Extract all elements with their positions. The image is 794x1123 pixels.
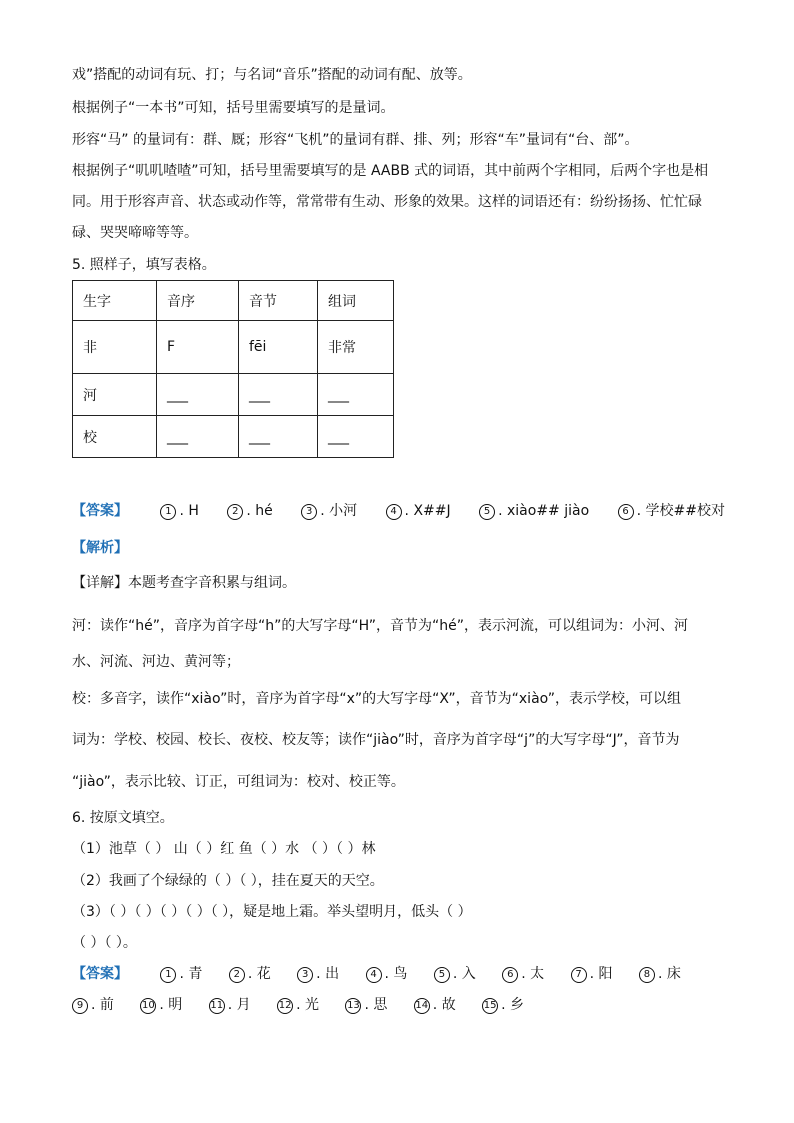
circled-number: 5: [434, 967, 450, 983]
table-cell: ___: [239, 374, 318, 416]
q5-table: [72, 280, 394, 458]
answer-text: . hé: [246, 503, 273, 519]
answer-item: [434, 964, 476, 984]
circled-number: 3: [301, 504, 317, 520]
text-line: 戏”搭配的动词有玩、打；与名词“音乐”搭配的动词有配、放等。: [72, 67, 472, 83]
circled-number: 6: [502, 967, 518, 983]
table-cell: fēi: [239, 321, 318, 374]
circled-number: 2: [227, 504, 243, 520]
answer-text: . 学校##校对: [636, 503, 725, 519]
answer-text: . 乡: [501, 997, 525, 1013]
table-cell: ___: [318, 374, 394, 416]
answer-item: [160, 501, 198, 521]
table-header: 音序: [157, 281, 239, 321]
answer-text: . H: [179, 503, 199, 519]
circled-number: 1: [160, 504, 176, 520]
circled-number: 1: [160, 967, 176, 983]
table-cell: ___: [157, 374, 239, 416]
table-cell: ___: [239, 416, 318, 458]
fill-line: （ ）（ ）。: [72, 935, 137, 951]
table-cell: ___: [157, 416, 239, 458]
table-header: 生字: [73, 281, 157, 321]
q6-answer-row: [72, 964, 681, 984]
answer-item: [229, 964, 271, 984]
answer-item: [639, 964, 681, 984]
circled-number: 9: [72, 998, 88, 1014]
answer-text: . 明: [159, 997, 183, 1013]
answer-text: . 鸟: [384, 966, 408, 982]
answer-item: [571, 964, 613, 984]
table-header: 组词: [318, 281, 394, 321]
answer-text: . xiào## jiào: [498, 503, 590, 519]
answer-item: [301, 501, 357, 521]
answer-text: . 故: [432, 997, 456, 1013]
answer-item: [297, 964, 339, 984]
circled-number: 5: [479, 504, 495, 520]
table-cell: 校: [73, 416, 157, 458]
answer-item: [345, 995, 387, 1015]
answer-item: [482, 995, 524, 1015]
answer-label: 【答案】: [72, 503, 128, 519]
explanation-line: “jiào”，表示比较、订正，可组词为：校对、校正等。: [72, 774, 405, 790]
table-row: [73, 416, 394, 458]
table-cell: 河: [73, 374, 157, 416]
circled-number: 15: [482, 998, 498, 1014]
q5-answer-row: [72, 501, 749, 521]
answer-item: [479, 501, 589, 521]
circled-number: 11: [209, 998, 225, 1014]
answer-text: . 小河: [320, 503, 358, 519]
fill-line: （1）池草（ ） 山（ ）红 鱼（ ）水 （ ）（ ）林: [72, 841, 376, 857]
answer-item: [502, 964, 544, 984]
circled-number: 3: [297, 967, 313, 983]
text-line: 根据例子“叽叽喳喳”可知，括号里需要填写的是 AABB 式的词语，其中前两个字相同，后两个字也是相: [72, 163, 709, 179]
circled-number: 6: [618, 504, 634, 520]
text-line: 碌、哭哭啼啼等等。: [72, 225, 198, 241]
answer-item: [618, 501, 725, 521]
table-cell: ___: [318, 416, 394, 458]
explanation-line: 词为：学校、校园、校长、夜校、校友等；读作“jiào”时，音序为首字母“j”的大写字母“J”，音节为: [72, 732, 680, 748]
circled-number: 8: [639, 967, 655, 983]
answer-text: . X##J: [404, 503, 451, 519]
answer-text: . 光: [296, 997, 319, 1013]
text-line: 根据例子“一本书”可知，括号里需要填写的是量词。: [72, 100, 395, 116]
answer-item: [140, 995, 182, 1015]
table-header-row: [73, 281, 394, 321]
text-line: 形容“马” 的量词有：群、厩；形容“飞机”的量词有群、排、列；形容“车”量词有“台、部”。: [72, 132, 639, 148]
q6-answer-row-2: [72, 995, 524, 1015]
answer-item: [72, 995, 114, 1015]
detail-heading: 【详解】本题考查字音积累与组词。: [72, 575, 296, 591]
table-row: [73, 374, 394, 416]
answer-text: . 思: [364, 997, 388, 1013]
table-cell: 非: [73, 321, 157, 374]
table-row: [73, 321, 394, 374]
circled-number: 4: [366, 967, 382, 983]
answer-item: [160, 964, 202, 984]
circled-number: 14: [414, 998, 430, 1014]
explanation-line: 河：读作“hé”，音序为首字母“h”的大写字母“H”，音节为“hé”，表示河流，可以组词为：小河、河: [72, 618, 688, 634]
question-6-title: 6. 按原文填空。: [72, 810, 174, 826]
answer-text: . 出: [316, 966, 340, 982]
table-header: 音节: [239, 281, 318, 321]
answer-text: . 月: [227, 997, 251, 1013]
circled-number: 12: [277, 998, 293, 1014]
answer-text: . 阳: [589, 966, 613, 982]
answer-text: . 青: [179, 966, 203, 982]
circled-number: 13: [345, 998, 361, 1014]
circled-number: 7: [571, 967, 587, 983]
answer-item: [277, 995, 319, 1015]
fill-line: （2）我画了个绿绿的（ ）（ ），挂在夏天的天空。: [72, 873, 384, 889]
answer-item: [366, 964, 408, 984]
table-cell: 非常: [318, 321, 394, 374]
question-5-title: 5. 照样子，填写表格。: [72, 257, 216, 273]
answer-item: [414, 995, 456, 1015]
answer-item: [227, 501, 272, 521]
fill-line: （3）（ ）（ ）（ ）（ ）（ ），疑是地上霜。举头望明月，低头（ ）: [72, 904, 472, 920]
answer-text: . 床: [657, 966, 681, 982]
answer-label: 【答案】: [72, 966, 128, 982]
answer-text: . 入: [452, 966, 476, 982]
answer-item: [386, 501, 451, 521]
circled-number: 10: [140, 998, 156, 1014]
circled-number: 4: [386, 504, 402, 520]
circled-number: 2: [229, 967, 245, 983]
answer-item: [209, 995, 251, 1015]
explanation-line: 水、河流、河边、黄河等；: [72, 654, 240, 670]
answer-text: . 花: [247, 966, 271, 982]
table-cell: F: [157, 321, 239, 374]
explanation-line: 校：多音字，读作“xiào”时，音序为首字母“x”的大写字母“X”，音节为“xiào”，表示学校，可以组: [72, 691, 681, 707]
answer-text: . 前: [91, 997, 114, 1013]
analysis-label: 【解析】: [72, 540, 128, 556]
text-line: 同。用于形容声音、状态或动作等，常常带有生动、形象的效果。这样的词语还有：纷纷扬扬、忙忙碌: [72, 194, 702, 210]
answer-text: . 太: [521, 966, 545, 982]
